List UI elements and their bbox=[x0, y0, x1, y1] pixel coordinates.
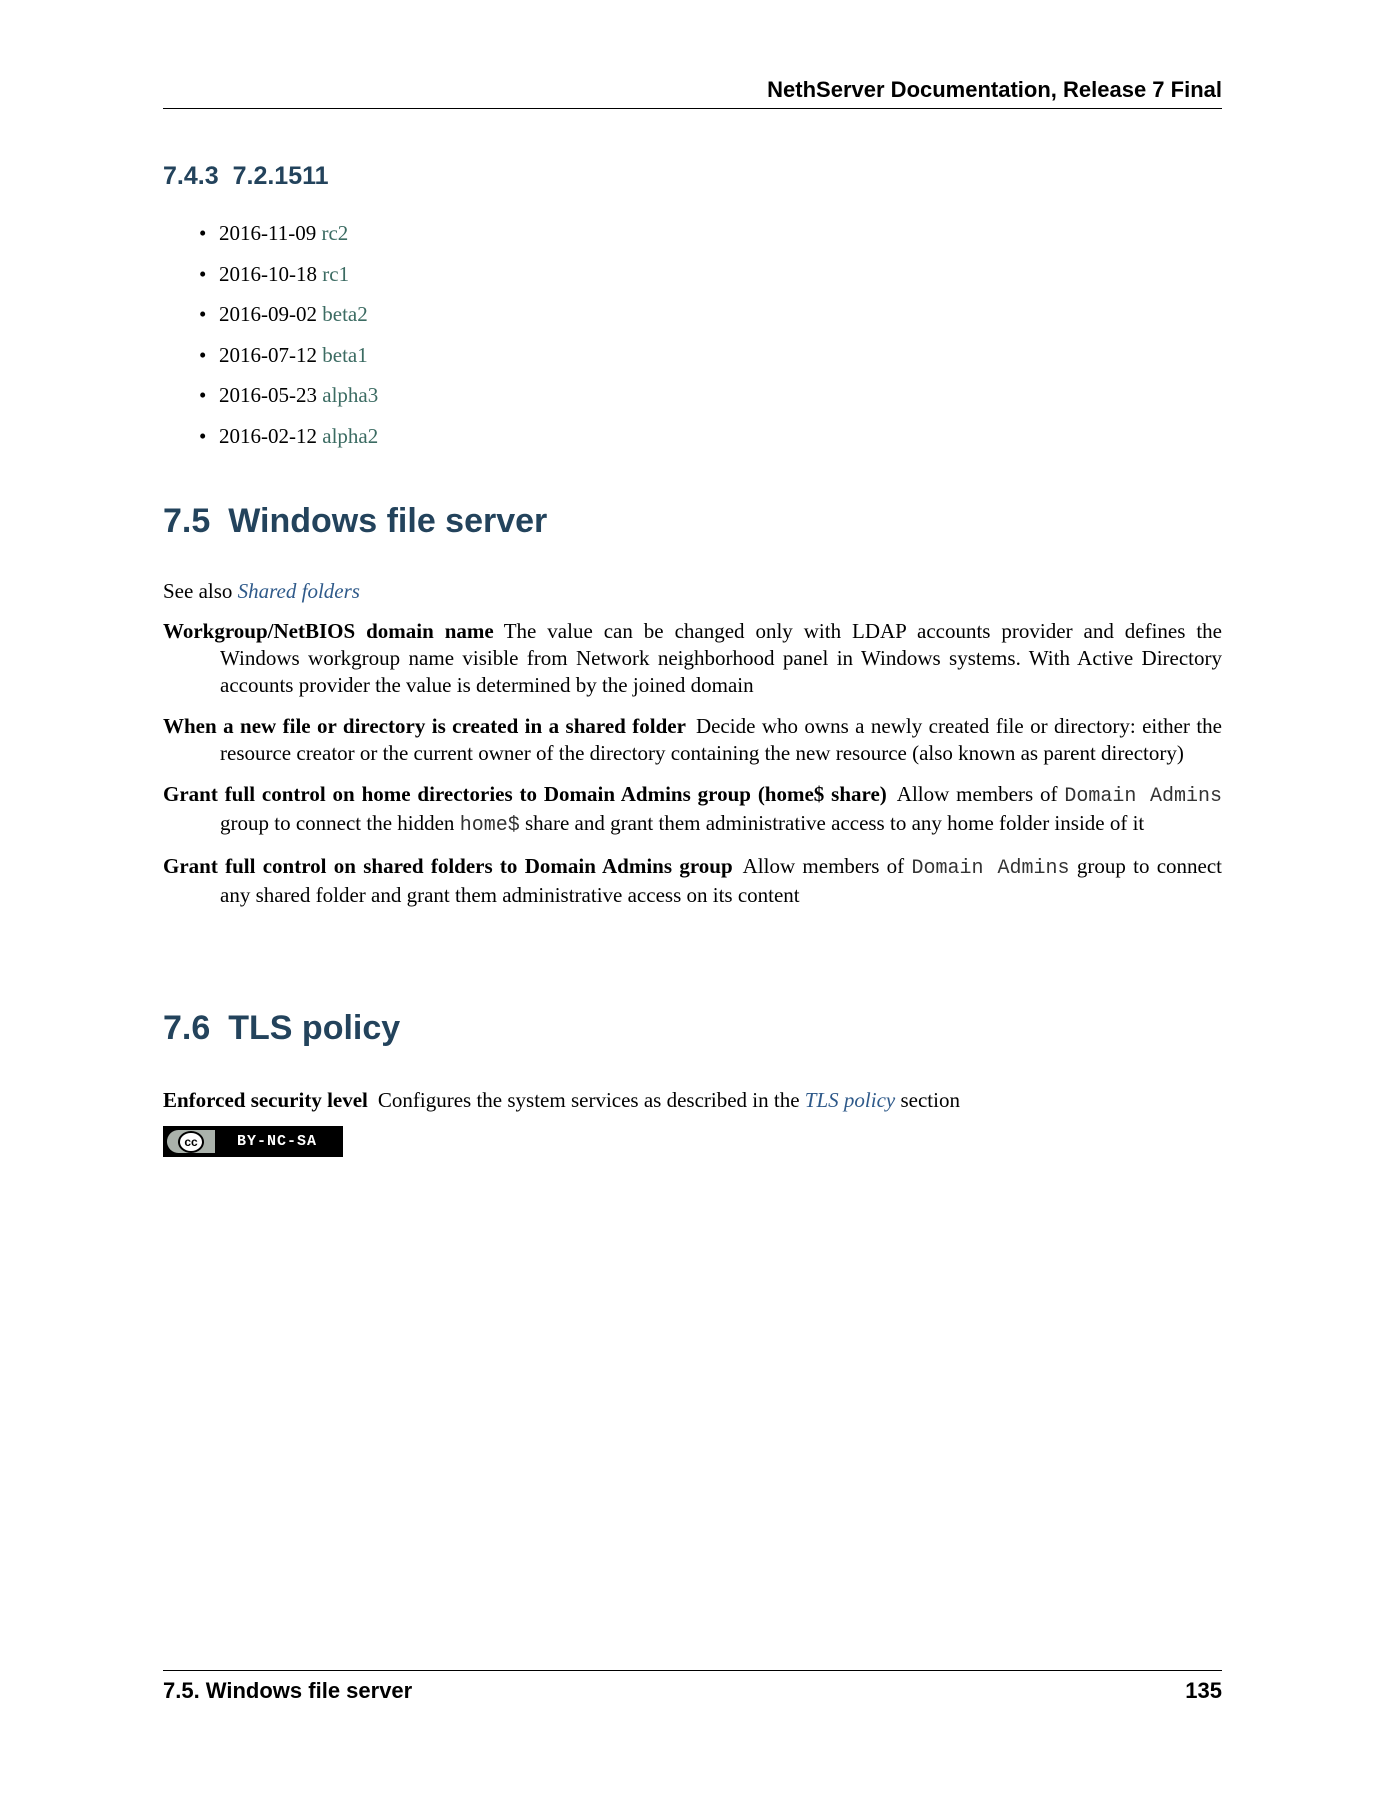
bullet-icon: • bbox=[199, 383, 207, 408]
section-title: 7.2.1511 bbox=[232, 162, 329, 190]
section-title: Windows file server bbox=[228, 502, 548, 540]
option-entry-shared-control bbox=[163, 853, 1222, 909]
running-footer bbox=[163, 1677, 1222, 1705]
release-link[interactable]: rc2 bbox=[321, 221, 349, 245]
option-description-a: Allow members of bbox=[896, 782, 1058, 806]
cc-license-badge[interactable] bbox=[163, 1126, 343, 1157]
bullet-icon: • bbox=[199, 302, 207, 327]
option-term: When a new file or directory is created in a shared folder bbox=[163, 714, 686, 738]
see-also bbox=[163, 578, 360, 604]
section-7-6-heading bbox=[163, 1007, 400, 1049]
option-term: Grant full control on shared folders to Domain Admins group bbox=[163, 854, 733, 878]
list-item bbox=[199, 261, 378, 302]
release-date: 2016-07-12 bbox=[219, 342, 317, 367]
option-description: The value can be changed only with LDAP accounts provider and defines the Windows workgroup name visible from Network neighborhood panel in Windows systems. With Active Directory accounts provider the value is determined by the joined domain bbox=[220, 619, 1223, 697]
windows-options-list bbox=[163, 618, 1222, 923]
bullet-icon: • bbox=[199, 261, 207, 286]
list-item bbox=[199, 220, 378, 261]
option-description-c: share and grant them administrative access to any home folder inside of it bbox=[524, 811, 1145, 835]
bullet-icon: • bbox=[199, 221, 207, 245]
option-description-b: group to connect the hidden bbox=[220, 811, 455, 835]
list-item bbox=[199, 342, 378, 383]
option-entry-file-owner bbox=[163, 713, 1222, 767]
section-7-5-heading bbox=[163, 500, 547, 542]
document-page bbox=[163, 0, 1222, 1800]
tls-policy-link[interactable]: TLS policy bbox=[804, 1088, 896, 1112]
list-item bbox=[199, 301, 378, 342]
running-header bbox=[163, 76, 1222, 109]
option-description: Decide who owns a newly created file or directory: either the resource creator or the current owner of the directory containing the new resource (also known as parent directory) bbox=[220, 714, 1223, 765]
list-item bbox=[199, 382, 379, 423]
list-item bbox=[199, 423, 379, 464]
shared-folders-link[interactable]: Shared folders bbox=[237, 579, 360, 603]
option-entry-workgroup bbox=[163, 618, 1222, 699]
release-list bbox=[199, 220, 379, 464]
release-date: 2016-11-09 bbox=[219, 221, 317, 245]
release-date: 2016-09-02 bbox=[219, 302, 317, 327]
option-description-b: section bbox=[900, 1088, 960, 1112]
bullet-icon: • bbox=[199, 342, 207, 367]
release-date: 2016-10-18 bbox=[219, 261, 317, 286]
tls-options-list bbox=[163, 1087, 1222, 1128]
inline-code: Domain Admins bbox=[911, 857, 1070, 880]
option-entry-home-control bbox=[163, 781, 1222, 839]
bullet-icon: • bbox=[199, 423, 207, 448]
footer-section: 7.5. Windows file server bbox=[163, 1678, 413, 1703]
section-7-4-3-heading bbox=[163, 160, 329, 192]
see-also-prefix: See also bbox=[163, 579, 233, 603]
option-description-a: Configures the system services as described in the bbox=[377, 1088, 800, 1112]
page-number: 135 bbox=[1185, 1678, 1222, 1703]
option-description-b: group to connect any shared folder and grant them administrative access on its content bbox=[220, 854, 1223, 907]
release-date: 2016-02-12 bbox=[219, 423, 317, 448]
option-term: Grant full control on home directories to Domain Admins group (home$ share) bbox=[163, 782, 887, 806]
option-entry-security-level bbox=[163, 1087, 1222, 1114]
section-number: 7.4.3 bbox=[163, 162, 219, 190]
running-header-title: NethServer Documentation, Release 7 Final bbox=[767, 77, 1222, 102]
release-link[interactable]: alpha3 bbox=[322, 383, 379, 408]
inline-code: Domain Admins bbox=[1064, 785, 1222, 808]
option-description-a: Allow members of bbox=[742, 854, 905, 878]
option-term: Enforced security level bbox=[163, 1088, 368, 1112]
inline-code: home$ bbox=[459, 814, 520, 837]
footer-rule bbox=[163, 1670, 1222, 1671]
cc-icon: cc bbox=[167, 1130, 215, 1153]
release-date: 2016-05-23 bbox=[219, 383, 317, 408]
release-link[interactable]: beta2 bbox=[322, 302, 368, 327]
license-label: BY-NC-SA bbox=[236, 1133, 317, 1150]
release-link[interactable]: rc1 bbox=[322, 261, 350, 286]
release-link[interactable]: alpha2 bbox=[322, 423, 379, 448]
section-title: TLS policy bbox=[228, 1009, 401, 1047]
release-link[interactable]: beta1 bbox=[322, 342, 368, 367]
section-number: 7.6 bbox=[163, 1009, 211, 1047]
section-number: 7.5 bbox=[163, 502, 211, 540]
option-term: Workgroup/NetBIOS domain name bbox=[163, 619, 494, 643]
